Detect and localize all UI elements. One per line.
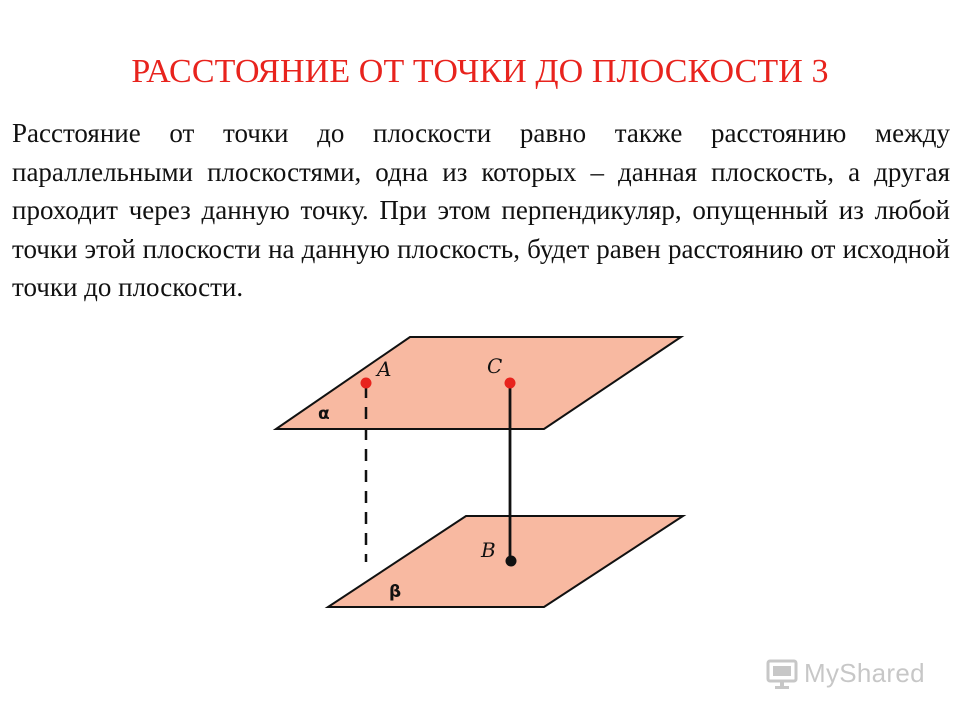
plane-alpha — [276, 337, 681, 429]
point-b — [506, 556, 517, 567]
plane-beta — [328, 516, 683, 607]
point-b-label: B — [481, 538, 496, 562]
page-title: РАССТОЯНИЕ ОТ ТОЧКИ ДО ПЛОСКОСТИ 3 — [131, 53, 829, 90]
watermark — [766, 656, 936, 692]
watermark-text: MyShared — [804, 658, 925, 688]
definition-paragraph: Расстояние от точки до плоскости равно также расстоянию между параллельными плоскостями, одна из которых – данная плоскость, а другая проходит через данную точку. При этом перпендикуляр, опущенный из любой точки этой плоскости на данную плоскость, будет равен расстоянию от исходной точки до плоскости. — [12, 118, 950, 302]
plane-beta-label: β — [389, 582, 402, 602]
point-c-label: C — [487, 354, 503, 378]
point-a — [361, 378, 372, 389]
plane-alpha-label: α — [318, 404, 330, 424]
monitor-logo-icon — [766, 659, 800, 691]
point-a-label: A — [377, 357, 392, 381]
point-c — [505, 378, 516, 389]
